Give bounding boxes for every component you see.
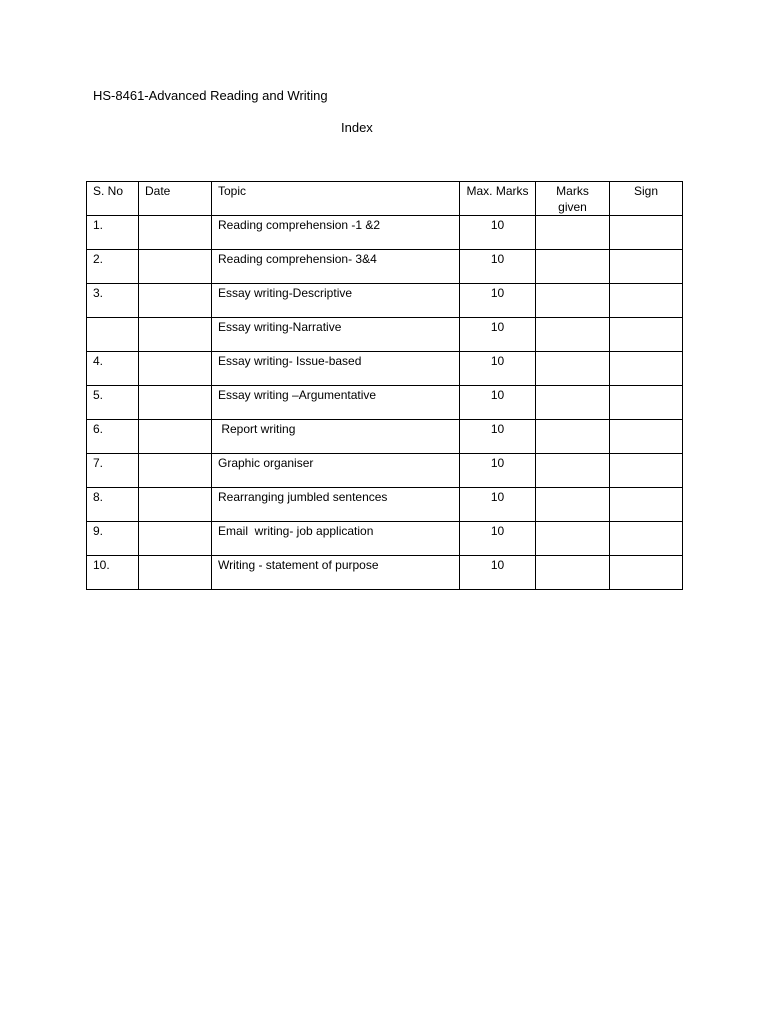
- index-table: [86, 181, 683, 590]
- cell-date: [139, 318, 212, 352]
- cell-max-marks: 10: [460, 250, 536, 284]
- cell-max-marks: 10: [460, 216, 536, 250]
- cell-sno: 7.: [87, 454, 139, 488]
- cell-topic: Report writing: [212, 420, 460, 454]
- cell-sno: 2.: [87, 250, 139, 284]
- cell-topic: Reading comprehension -1 &2: [212, 216, 460, 250]
- cell-marks-given: [536, 420, 610, 454]
- cell-sign: [610, 386, 683, 420]
- cell-max-marks: 10: [460, 454, 536, 488]
- table-row: [87, 386, 683, 420]
- cell-sno: 5.: [87, 386, 139, 420]
- cell-topic: Essay writing –Argumentative: [212, 386, 460, 420]
- table-row: [87, 420, 683, 454]
- cell-sign: [610, 522, 683, 556]
- document-title: HS-8461-Advanced Reading and Writing: [93, 88, 328, 103]
- cell-marks-given: [536, 556, 610, 590]
- cell-max-marks: 10: [460, 522, 536, 556]
- cell-sno: 8.: [87, 488, 139, 522]
- table-row: [87, 318, 683, 352]
- cell-topic: Graphic organiser: [212, 454, 460, 488]
- header-marks-given: Marks given: [536, 182, 610, 216]
- cell-max-marks: 10: [460, 352, 536, 386]
- cell-sno: [87, 318, 139, 352]
- cell-marks-given: [536, 522, 610, 556]
- cell-date: [139, 522, 212, 556]
- cell-sno: 1.: [87, 216, 139, 250]
- cell-sno: 4.: [87, 352, 139, 386]
- cell-date: [139, 488, 212, 522]
- cell-sign: [610, 556, 683, 590]
- cell-sign: [610, 250, 683, 284]
- table-row: [87, 522, 683, 556]
- cell-topic: Essay writing-Descriptive: [212, 284, 460, 318]
- cell-max-marks: 10: [460, 420, 536, 454]
- cell-marks-given: [536, 454, 610, 488]
- cell-date: [139, 420, 212, 454]
- cell-max-marks: 10: [460, 488, 536, 522]
- cell-sno: 10.: [87, 556, 139, 590]
- cell-date: [139, 216, 212, 250]
- cell-sign: [610, 216, 683, 250]
- cell-max-marks: 10: [460, 556, 536, 590]
- cell-sign: [610, 284, 683, 318]
- cell-sno: 6.: [87, 420, 139, 454]
- cell-sign: [610, 420, 683, 454]
- cell-marks-given: [536, 284, 610, 318]
- cell-date: [139, 386, 212, 420]
- table-body: [87, 216, 683, 590]
- cell-marks-given: [536, 488, 610, 522]
- header-topic: Topic: [212, 182, 460, 216]
- cell-date: [139, 556, 212, 590]
- cell-max-marks: 10: [460, 386, 536, 420]
- cell-date: [139, 250, 212, 284]
- cell-date: [139, 454, 212, 488]
- cell-sign: [610, 318, 683, 352]
- cell-sign: [610, 454, 683, 488]
- cell-marks-given: [536, 318, 610, 352]
- cell-date: [139, 352, 212, 386]
- table-row: [87, 284, 683, 318]
- table-row: [87, 454, 683, 488]
- cell-marks-given: [536, 386, 610, 420]
- table-row: [87, 250, 683, 284]
- cell-topic: Email writing- job application: [212, 522, 460, 556]
- cell-topic: Reading comprehension- 3&4: [212, 250, 460, 284]
- cell-marks-given: [536, 216, 610, 250]
- cell-sno: 9.: [87, 522, 139, 556]
- table-row: [87, 216, 683, 250]
- cell-max-marks: 10: [460, 318, 536, 352]
- cell-marks-given: [536, 250, 610, 284]
- cell-topic: Writing - statement of purpose: [212, 556, 460, 590]
- index-heading: Index: [341, 120, 373, 135]
- table-header-row: [87, 182, 683, 216]
- header-sign: Sign: [610, 182, 683, 216]
- header-sno: S. No: [87, 182, 139, 216]
- cell-sign: [610, 488, 683, 522]
- cell-max-marks: 10: [460, 284, 536, 318]
- table-row: [87, 488, 683, 522]
- cell-topic: Essay writing- Issue-based: [212, 352, 460, 386]
- cell-topic: Essay writing-Narrative: [212, 318, 460, 352]
- table-row: [87, 352, 683, 386]
- header-max-marks: Max. Marks: [460, 182, 536, 216]
- cell-date: [139, 284, 212, 318]
- cell-sign: [610, 352, 683, 386]
- table-row: [87, 556, 683, 590]
- header-date: Date: [139, 182, 212, 216]
- cell-topic: Rearranging jumbled sentences: [212, 488, 460, 522]
- cell-marks-given: [536, 352, 610, 386]
- cell-sno: 3.: [87, 284, 139, 318]
